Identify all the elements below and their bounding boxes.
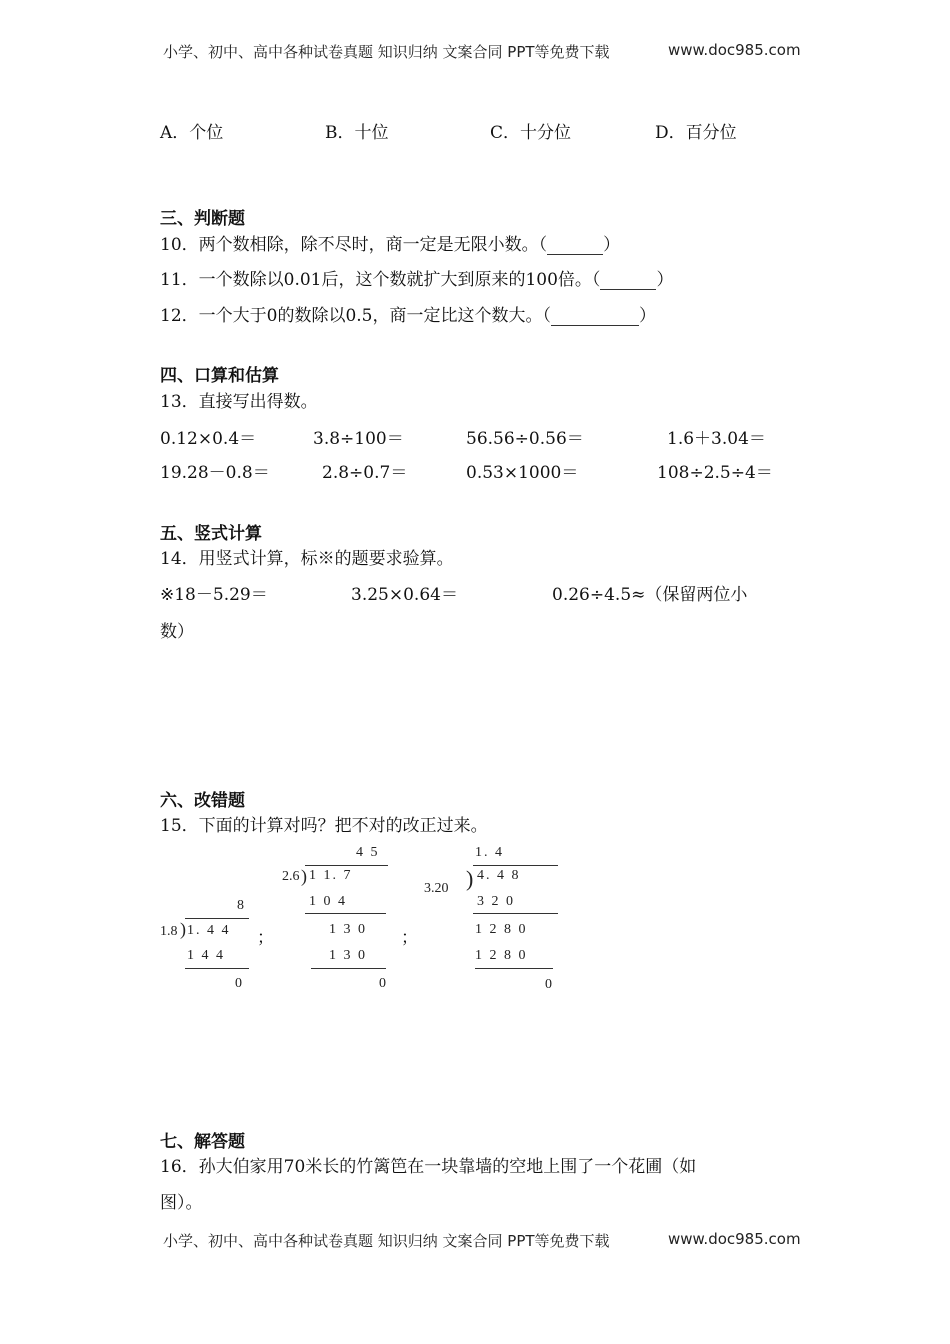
question-12-close: ） <box>638 306 656 326</box>
section-title-7: 七、解答题 <box>160 1132 245 1152</box>
header-url[interactable]: www.doc985.com <box>668 41 801 59</box>
footer-text: 小学、初中、高中各种试卷真题 知识归纳 文案合同 PPT等免费下载 <box>163 1232 610 1250</box>
calc-item: 2.8÷0.7＝ <box>322 463 408 483</box>
question-12-text: 12．一个大于0的数除以0.5，商一定比这个数大。（ <box>160 306 551 326</box>
subtract-line: 1 4 4 <box>187 948 225 963</box>
calc-item: 3.8÷100＝ <box>313 429 404 449</box>
question-11 <box>160 265 673 290</box>
division-bracket: ) <box>301 866 307 886</box>
remainder: 0 <box>545 977 552 992</box>
dividend: 1. 4 4 <box>187 923 231 938</box>
separator: ； <box>257 928 274 948</box>
calc-item: 0.12×0.4＝ <box>160 429 257 449</box>
choice-c: C．十分位 <box>490 123 572 143</box>
division-bar <box>185 918 249 919</box>
quotient: 4 5 <box>356 845 380 860</box>
question-16-cont: 图）。 <box>160 1193 203 1213</box>
dividend: 1 1. 7 <box>309 868 353 883</box>
vertical-calc-item: ※18－5.29＝ <box>160 585 268 605</box>
quotient: 1. 4 <box>475 845 504 860</box>
subtract-line: 3 2 0 <box>477 894 515 909</box>
separator: ； <box>401 928 418 948</box>
result-bar <box>185 968 249 969</box>
answer-blank-12[interactable] <box>551 309 639 326</box>
question-15: 15．下面的计算对吗？把不对的改正过来。 <box>160 816 488 836</box>
question-11-text: 11．一个数除以0.01后，这个数就扩大到原来的100倍。（ <box>160 270 601 290</box>
calc-item: 108÷2.5÷4＝ <box>657 463 773 483</box>
divisor: 2.6 <box>282 869 300 884</box>
section-title-6: 六、改错题 <box>160 791 245 811</box>
result-bar <box>475 968 553 969</box>
answer-blank-11[interactable] <box>600 273 656 290</box>
calc-item: 19.28－0.8＝ <box>160 463 270 483</box>
remainder: 0 <box>379 976 386 991</box>
division-bar <box>305 865 388 866</box>
quotient: 8 <box>237 898 244 913</box>
question-12 <box>160 301 656 326</box>
vertical-calc-cont: 数） <box>160 622 194 642</box>
section-title-4: 四、口算和估算 <box>160 366 279 386</box>
choice-d: D．百分位 <box>655 123 737 143</box>
calc-item: 0.53×1000＝ <box>466 463 579 483</box>
question-10-close: ） <box>603 235 621 255</box>
vertical-calc-item: 0.26÷4.5≈（保留两位小 <box>552 585 748 605</box>
answer-blank-10[interactable] <box>547 238 603 255</box>
choice-a: A．个位 <box>160 123 224 143</box>
result-bar <box>473 913 558 914</box>
question-11-close: ） <box>656 270 674 290</box>
calc-item: 56.56÷0.56＝ <box>466 429 584 449</box>
choice-b: B．十位 <box>325 123 389 143</box>
result-bar <box>305 913 386 914</box>
question-13: 13．直接写出得数。 <box>160 392 318 412</box>
partial-remainder: 1 2 8 0 <box>475 922 528 937</box>
question-10-text: 10．两个数相除，除不尽时，商一定是无限小数。（ <box>160 235 548 255</box>
result-bar <box>311 968 386 969</box>
division-bracket: ) <box>466 866 474 891</box>
section-title-3: 三、判断题 <box>160 209 245 229</box>
question-14: 14．用竖式计算，标※的题要求验算。 <box>160 549 454 569</box>
header-text: 小学、初中、高中各种试卷真题 知识归纳 文案合同 PPT等免费下载 <box>163 43 610 61</box>
dividend: 4. 4 8 <box>477 868 521 883</box>
question-16: 16．孙大伯家用70米长的竹篱笆在一块靠墙的空地上围了一个花圃（如 <box>160 1157 697 1177</box>
footer-url[interactable]: www.doc985.com <box>668 1230 801 1248</box>
division-bracket: ) <box>180 919 186 939</box>
calc-item: 1.6＋3.04＝ <box>667 429 766 449</box>
section-title-5: 五、竖式计算 <box>160 524 262 544</box>
question-10 <box>160 230 620 255</box>
vertical-calc-item: 3.25×0.64＝ <box>351 585 458 605</box>
divisor: 3.20 <box>424 881 449 896</box>
division-bar <box>473 865 558 866</box>
subtract-line: 1 0 4 <box>309 894 347 909</box>
partial-remainder: 1 3 0 <box>329 922 367 937</box>
remainder: 0 <box>235 976 242 991</box>
divisor: 1.8 <box>160 924 178 939</box>
subtract-line: 1 3 0 <box>329 948 367 963</box>
subtract-line: 1 2 8 0 <box>475 948 528 963</box>
